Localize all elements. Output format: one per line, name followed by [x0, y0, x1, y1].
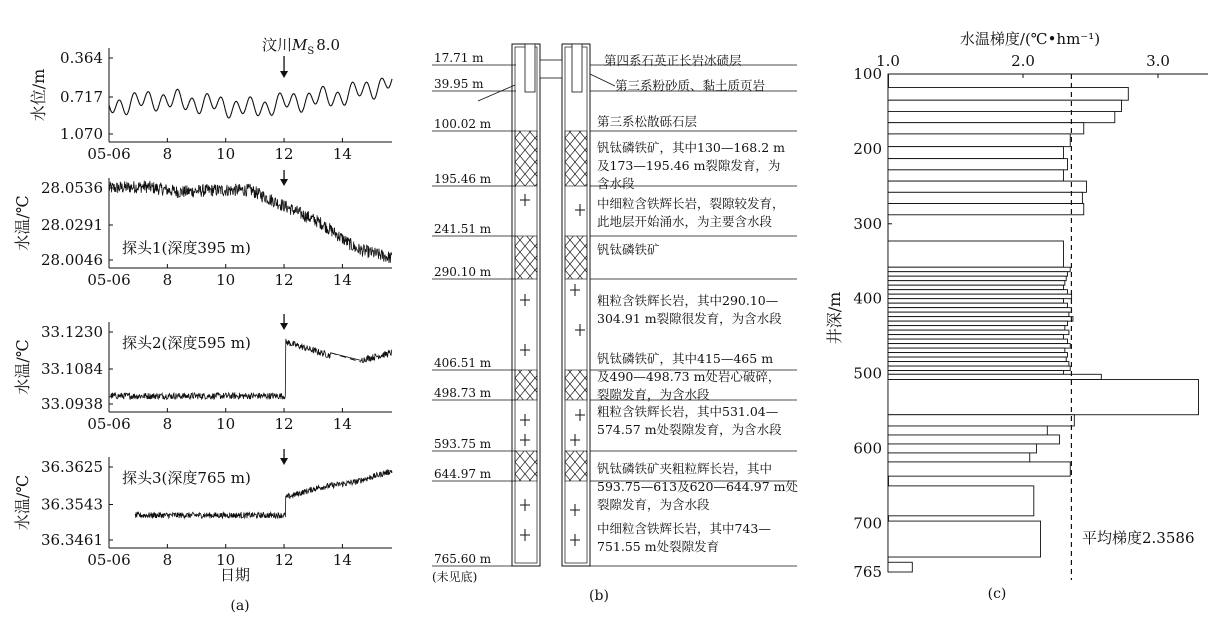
gradient-bar: [888, 353, 1068, 357]
gradient-bar: [888, 204, 1084, 215]
panel-c-caption: (c): [987, 586, 1007, 602]
panel-c-avg-label: 平均梯度2.3586: [1082, 529, 1195, 547]
x-tick-label: 05-06: [87, 551, 131, 569]
pipe-bridge: [540, 60, 562, 78]
x-tick-label: 10: [216, 271, 236, 289]
gradient-bar: [888, 299, 1064, 303]
gradient-bar: [888, 303, 1068, 307]
x-tick-label: 12: [274, 551, 294, 569]
y-tick-label: 36.3625: [40, 458, 103, 476]
ore-zone: [515, 370, 537, 400]
event-arrow-head: [280, 323, 288, 330]
panel-b: [432, 44, 799, 566]
gradient-bar: [888, 111, 1115, 122]
event-arrow-head: [280, 179, 288, 186]
event-label-m: M: [292, 36, 308, 54]
depth-label: 100.02 m: [434, 117, 492, 131]
gradient-bar: [888, 486, 1034, 516]
x-tick-label: 05-06: [87, 271, 131, 289]
gradient-bar: [888, 339, 1068, 343]
gradient-bar: [888, 272, 1068, 276]
panel-c-ylabel: 井深/m: [825, 291, 844, 345]
gradient-bar: [888, 170, 1064, 181]
ore-zone: [565, 236, 587, 279]
gradient-bar: [888, 241, 1064, 267]
x-tick-label: 2.0: [1011, 52, 1035, 70]
gradient-bar: [888, 317, 1073, 321]
gradient-bar: [888, 374, 1101, 379]
gabbro-symbol: [520, 434, 530, 446]
x-tick-label: 12: [274, 145, 294, 163]
gradient-bar: [888, 281, 1065, 285]
x-tick-label: 12: [274, 415, 294, 433]
layer-description: 及490—498.73 m处岩心破碎，: [597, 369, 781, 384]
y-tick-label: 28.0046: [40, 251, 103, 269]
panel-a: [13, 48, 392, 569]
leader-line: [590, 74, 615, 86]
svg-text:汶川MS8.0: [262, 36, 340, 57]
y-tick-label: 200: [853, 139, 882, 158]
gap-dashed-line: [331, 353, 362, 362]
y-tick-label: 300: [853, 214, 882, 233]
depth-label: 406.51 m: [434, 356, 492, 370]
series-line: [109, 78, 392, 118]
y-tick-label: 36.3461: [40, 531, 103, 549]
layer-description: 中细粒含铁辉长岩，其中743—: [597, 521, 771, 536]
gabbro-symbol: [570, 534, 580, 546]
layer-description: 钒钛磷铁矿: [597, 242, 660, 257]
layer-description: 593.75—613及620—644.97 m处: [597, 479, 799, 494]
gradient-bar: [888, 366, 1070, 370]
gradient-bar: [888, 290, 1068, 294]
gradient-bar: [888, 321, 1068, 325]
depth-label: 195.46 m: [434, 172, 492, 186]
gradient-bar: [888, 330, 1069, 334]
pipe-top-right: [572, 44, 582, 92]
layer-description: 钒钛磷铁矿，其中130—168.2 m: [597, 140, 785, 155]
depth-label: 39.95 m: [434, 77, 484, 91]
ore-zone: [515, 236, 537, 279]
probe-label: 探头1(深度395 m): [122, 239, 251, 257]
y-tick-label: 33.1230: [40, 323, 103, 341]
layer-description: 中细粒含铁辉长岩，裂隙较发育，: [597, 196, 785, 211]
depth-label: 290.10 m: [434, 265, 492, 279]
y-tick-label: 36.3543: [40, 495, 103, 514]
x-tick-label: 10: [216, 415, 236, 433]
gradient-bar: [888, 453, 1030, 462]
gradient-bar: [888, 87, 1128, 100]
x-tick-label: 8: [162, 145, 173, 163]
event-label-sub: S: [307, 46, 315, 57]
gradient-bar: [888, 344, 1070, 348]
y-tick-label: 33.0938: [40, 395, 103, 413]
ore-zone: [515, 451, 537, 481]
layer-description: 钒钛磷铁矿夹粗粒辉长岩，其中: [597, 461, 773, 476]
y-tick-label: 700: [853, 514, 882, 533]
gradient-bar: [888, 462, 1070, 476]
x-tick-label: 05-06: [87, 415, 131, 433]
ore-zone: [515, 131, 537, 186]
y-axis-label: 水位/m: [29, 68, 48, 122]
gradient-bar: [888, 521, 1041, 557]
layer-description: 裂隙发育，为含水段: [597, 497, 710, 512]
layer-description: 钒钛磷铁矿，其中415—465 m: [597, 351, 774, 366]
gabbro-symbol: [520, 294, 530, 306]
ore-zone: [565, 370, 587, 400]
probe-label: 探头2(深度595 m): [122, 334, 251, 352]
x-tick-label: 8: [162, 551, 173, 569]
gradient-bar: [888, 312, 1069, 316]
panel-c: [853, 52, 1208, 581]
y-tick-label: 0.364: [60, 49, 103, 67]
casing-inner: [515, 47, 537, 563]
gabbro-symbol: [520, 529, 530, 541]
leader-line: [478, 85, 515, 101]
x-tick-label: 14: [332, 551, 352, 569]
gradient-bar: [888, 444, 1037, 453]
x-tick-label: 10: [216, 551, 236, 569]
x-tick-label: 3.0: [1146, 52, 1170, 70]
gradient-bar: [888, 285, 1064, 289]
y-tick-label: 28.0536: [40, 179, 103, 197]
y-tick-label: 1.070: [60, 125, 103, 143]
panel-a-caption: (a): [230, 598, 250, 614]
gabbro-symbol: [520, 414, 530, 426]
event-arrow-head: [280, 71, 288, 78]
depth-label: 765.60 m: [434, 552, 492, 566]
y-tick-label: 600: [853, 439, 882, 458]
gabbro-symbol: [575, 324, 585, 336]
gradient-bar: [888, 516, 889, 521]
gradient-bar: [888, 276, 1066, 280]
layer-description: 含水段: [597, 176, 635, 191]
depth-label: 17.71 m: [434, 51, 484, 65]
gradient-bar: [888, 335, 1064, 339]
x-tick-label: 14: [332, 415, 352, 433]
layer-description: 751.55 m处裂隙发育: [597, 539, 720, 554]
x-tick-label: 12: [274, 271, 294, 289]
gabbro-symbol: [520, 499, 530, 511]
gradient-bar: [888, 100, 1122, 111]
y-tick-label: 765: [853, 563, 882, 581]
y-axis-label: 水温/℃: [13, 474, 32, 531]
depth-label: 644.97 m: [434, 467, 492, 481]
gradient-bar: [888, 426, 1047, 435]
y-tick-label: 0.717: [60, 88, 103, 106]
layer-description: 此地层开始涌水，为主要含水段: [597, 214, 773, 229]
y-tick-label: 500: [853, 364, 882, 383]
x-tick-label: 1.0: [876, 52, 900, 70]
layer-description: 及173—195.46 m裂隙发育，为: [597, 158, 781, 173]
event-label: [262, 36, 340, 57]
layer-description: 粗粒含铁辉长岩，其中290.10—: [597, 293, 779, 308]
y-tick-label: 100: [853, 65, 882, 83]
gradient-bar: [888, 134, 1070, 147]
gradient-bar: [888, 308, 1072, 312]
gradient-bar: [888, 159, 1068, 170]
y-axis-label: 水温/℃: [13, 195, 32, 251]
depth-label: 593.75 m: [434, 437, 492, 451]
depth-label: 241.51 m: [434, 222, 492, 236]
panel-c-xlabel: 水温梯度/(℃•hm⁻¹): [959, 30, 1101, 48]
casing-left: [512, 44, 540, 566]
gabbro-symbol: [575, 409, 585, 421]
x-tick-label: 14: [332, 145, 352, 163]
x-tick-label: 14: [332, 271, 352, 289]
gabbro-symbol: [570, 504, 580, 516]
y-axis-label: 水温/℃: [13, 339, 32, 395]
gradient-bar: [888, 294, 1072, 298]
casing-right: [562, 44, 590, 566]
layer-description: 第三系松散砾石层: [597, 114, 698, 129]
panel-b-caption: (b): [589, 588, 609, 604]
gradient-bar: [888, 415, 1074, 426]
event-arrow-head: [280, 458, 288, 465]
y-tick-label: 400: [853, 289, 882, 308]
gabbro-symbol: [575, 204, 585, 216]
panel-a-xlabel: 日期: [219, 566, 251, 584]
event-label-prefix: 汶川: [262, 36, 293, 54]
depth-label: 498.73 m: [434, 386, 492, 400]
gradient-bar: [888, 267, 1070, 271]
y-tick-label: 28.0291: [40, 216, 103, 234]
gradient-bar: [888, 147, 1064, 159]
gradient-bar: [888, 348, 1065, 352]
layer-description: 第三系粉砂质、黏土质页岩: [615, 78, 766, 93]
x-tick-label: 8: [162, 271, 173, 289]
gradient-bar: [888, 123, 1084, 134]
gradient-bar: [888, 181, 1086, 192]
pipe-top-left: [525, 44, 535, 92]
panel-b-bottom-note: (未见底): [432, 570, 478, 584]
gradient-bar: [888, 476, 889, 486]
x-tick-label: 05-06: [87, 145, 131, 163]
gradient-bar: [888, 380, 1199, 415]
layer-description: 裂隙发育，为含水段: [597, 387, 710, 402]
gabbro-symbol: [520, 194, 530, 206]
gradient-bar: [888, 371, 1064, 375]
ore-zone: [565, 131, 587, 186]
gradient-bar: [888, 562, 912, 572]
gradient-bar: [888, 192, 1082, 203]
gradient-bar: [888, 362, 1069, 366]
casing-inner: [565, 47, 587, 563]
event-label-value: 8.0: [316, 36, 341, 54]
gradient-bar: [888, 435, 1059, 444]
x-tick-label: 10: [216, 145, 236, 163]
ore-zone: [565, 451, 587, 481]
probe-label: 探头3(深度765 m): [122, 469, 251, 487]
gabbro-symbol: [570, 434, 580, 446]
layer-description: 第四系石英正长岩冰碛层: [604, 53, 742, 68]
gabbro-symbol: [520, 344, 530, 356]
y-tick-label: 33.1084: [40, 360, 103, 378]
gradient-bar: [888, 74, 889, 87]
gabbro-symbol: [570, 284, 580, 296]
layer-description: 304.91 m裂隙很发育，为含水段: [597, 311, 782, 326]
x-tick-label: 8: [162, 415, 173, 433]
layer-description: 粗粒含铁辉长岩，其中531.04—: [597, 404, 779, 419]
layer-description: 574.57 m处裂隙发育，为含水段: [597, 422, 782, 437]
gradient-bar: [888, 357, 1066, 361]
gradient-bar: [888, 326, 1065, 330]
